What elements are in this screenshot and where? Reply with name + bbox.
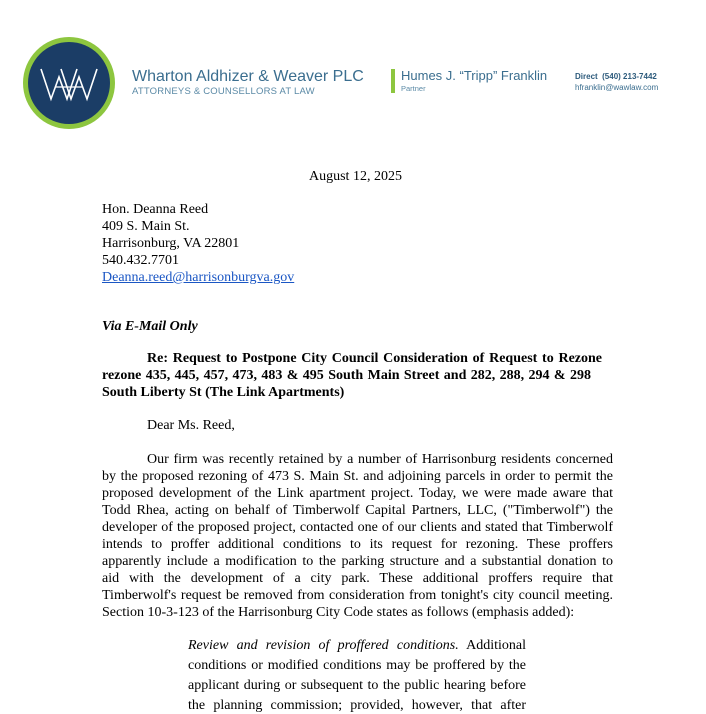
delivery-method: Via E-Mail Only bbox=[102, 319, 198, 334]
body-line: intends to proffer additional conditions to its request for rezoning. These proffers bbox=[102, 537, 613, 552]
subject-line: South Liberty St (The Link Apartments) bbox=[102, 385, 345, 400]
attorney-title: Partner bbox=[401, 84, 426, 93]
firm-tagline: ATTORNEYS & COUNSELLORS AT LAW bbox=[132, 86, 315, 97]
subject-line: Re: Request to Postpone City Council Consideration of Request to Rezone bbox=[147, 351, 602, 366]
letter-date: August 12, 2025 bbox=[309, 169, 402, 184]
body-line: Todd Rhea, acting on behalf of Timberwolf Capital Partners, LLC, ("Timberwolf") the bbox=[102, 503, 613, 518]
recipient-line: Harrisonburg, VA 22801 bbox=[102, 236, 240, 251]
attorney-name: Humes J. “Tripp” Franklin bbox=[401, 68, 548, 83]
firm-logo bbox=[23, 37, 115, 129]
body-line: by the proposed rezoning of 473 S. Main St. and adjoining parcels in order to permit the bbox=[102, 469, 613, 484]
direct-number: (540) 213-7442 bbox=[602, 72, 657, 81]
body-line: Timberwolf's request be removed from consideration from tonight's city council meeting. bbox=[102, 588, 613, 603]
salutation: Dear Ms. Reed, bbox=[147, 418, 235, 433]
direct-phone bbox=[575, 72, 657, 81]
body-line: aid with the development of a city park. These additional proffers require that bbox=[102, 571, 613, 586]
direct-label: Direct bbox=[575, 72, 598, 81]
body-line: Section 10-3-123 of the Harrisonburg City Code states as follows (emphasis added): bbox=[102, 605, 575, 620]
quote-line: the planning commission; provided, however, that after bbox=[188, 698, 526, 713]
quote-line bbox=[188, 637, 526, 654]
recipient-line: Hon. Deanna Reed bbox=[102, 202, 209, 217]
quote-text: Additional bbox=[466, 638, 527, 653]
subject-line: rezone 435, 445, 457, 473, 483 & 495 South Main Street and 282, 288, 294 & 298 bbox=[102, 368, 591, 383]
body-line: proposed development of the Link apartment project. Today, we were made aware that bbox=[102, 486, 613, 501]
recipient-line: 540.432.7701 bbox=[102, 253, 179, 268]
body-line: apparently include a modification to the parking structure and a substantial donation to bbox=[102, 554, 613, 569]
body-line: developer of the proposed project, contacted one of our clients and stated that Timberwolf bbox=[102, 520, 613, 535]
recipient-line: 409 S. Main St. bbox=[102, 219, 190, 234]
waw-monogram-icon bbox=[39, 63, 99, 103]
firm-name: Wharton Aldhizer & Weaver PLC bbox=[132, 68, 364, 85]
quote-line: conditions or modified conditions may be proffered by the bbox=[188, 658, 526, 673]
body-line: Our firm was recently retained by a number of Harrisonburg residents concerned bbox=[147, 452, 613, 467]
recipient-email-link[interactable]: Deanna.reed@harrisonburgva.gov bbox=[102, 270, 295, 285]
quote-heading: Review and revision of proffered conditions. bbox=[188, 638, 459, 653]
quote-line: applicant during or subsequent to the public hearing before bbox=[188, 678, 526, 693]
attorney-email[interactable]: hfranklin@wawlaw.com bbox=[575, 83, 659, 92]
divider-bar bbox=[391, 69, 395, 93]
